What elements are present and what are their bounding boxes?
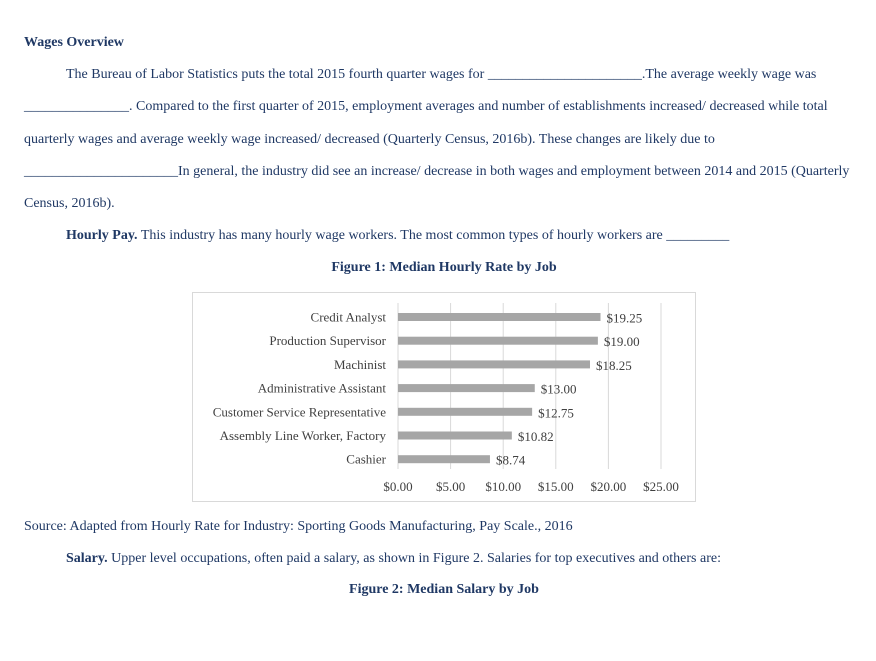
- paragraph-line: [24, 195, 115, 213]
- salary-heading: Salary.: [66, 551, 108, 566]
- data-label: $19.00: [603, 334, 640, 350]
- category-label: Machinist: [334, 356, 386, 372]
- chart-bar: [398, 432, 512, 440]
- paragraph-text: Census, 2016b).: [24, 196, 115, 211]
- category-label: Cashier: [346, 451, 386, 467]
- paragraph-line: [24, 163, 849, 181]
- category-label: Administrative Assistant: [257, 380, 386, 396]
- paragraph-line: [66, 66, 816, 84]
- hourly-rate-chart: [192, 292, 696, 502]
- x-tick-label: $25.00: [643, 479, 679, 494]
- x-tick-label: $5.00: [435, 479, 466, 494]
- x-tick-label: $0.00: [383, 479, 413, 494]
- category-label: Assembly Line Worker, Factory: [219, 428, 386, 443]
- data-label: $12.75: [538, 405, 574, 421]
- chart-bar: [398, 313, 601, 321]
- figure2-caption: Figure 2: Median Salary by Job: [349, 582, 539, 597]
- paragraph-line: [24, 98, 828, 116]
- fill-in-blank: _________: [666, 228, 730, 243]
- x-tick-label: $20.00: [590, 479, 627, 494]
- fill-in-blank: ______________________: [24, 164, 178, 179]
- chart-bar: [398, 337, 598, 345]
- paragraph-text: Upper level occupations, often paid a salary, as shown in Figure 2. Salaries for top executives and others are:: [111, 551, 721, 566]
- source-note: Source: Adapted from Hourly Rate for Industry: Sporting Goods Manufacturing, Pay Scale., 2016: [24, 519, 573, 534]
- hourly-pay-paragraph: [66, 227, 729, 245]
- data-label: $10.82: [517, 429, 554, 444]
- data-label: $13.00: [540, 381, 577, 397]
- salary-paragraph: [66, 550, 721, 568]
- fill-in-blank: _______________: [24, 99, 129, 114]
- category-label: Production Supervisor: [269, 333, 386, 349]
- chart-svg: [193, 293, 695, 501]
- chart-bar: [398, 455, 490, 463]
- chart-bar: [398, 360, 590, 368]
- data-label: $18.25: [595, 357, 632, 373]
- category-label: Credit Analyst: [310, 309, 386, 325]
- x-tick-label: $10.00: [485, 479, 522, 494]
- category-label: Customer Service Representative: [212, 404, 386, 420]
- chart-bar: [398, 408, 532, 416]
- data-label: $8.74: [495, 452, 526, 468]
- hourly-pay-heading: Hourly Pay.: [66, 228, 138, 243]
- paragraph-text: The Bureau of Labor Statistics puts the total 2015 fourth quarter wages for: [66, 67, 485, 82]
- fill-in-blank: ______________________: [487, 67, 642, 82]
- paragraph-text: quarterly wages and average weekly wage increased/ decreased (Quarterly Census, 2016b). These changes are likely due to: [24, 132, 715, 147]
- paragraph-text: In general, the industry did see an increase/ decrease in both wages and employment between 2014 and 2015 (Quarterly: [178, 164, 850, 179]
- section-title: Wages Overview: [24, 35, 124, 50]
- data-label: $19.25: [606, 310, 643, 326]
- figure1-caption: Figure 1: Median Hourly Rate by Job: [331, 260, 557, 275]
- paragraph-text: . Compared to the first quarter of 2015, employment averages and number of establishments increased/ decreased while total: [129, 99, 828, 114]
- chart-bar: [398, 384, 535, 392]
- paragraph-line: [24, 131, 715, 149]
- paragraph-text: .The average weekly wage was: [641, 67, 817, 82]
- paragraph-text: This industry has many hourly wage workers. The most common types of hourly workers are: [140, 228, 663, 243]
- x-tick-label: $15.00: [537, 479, 574, 494]
